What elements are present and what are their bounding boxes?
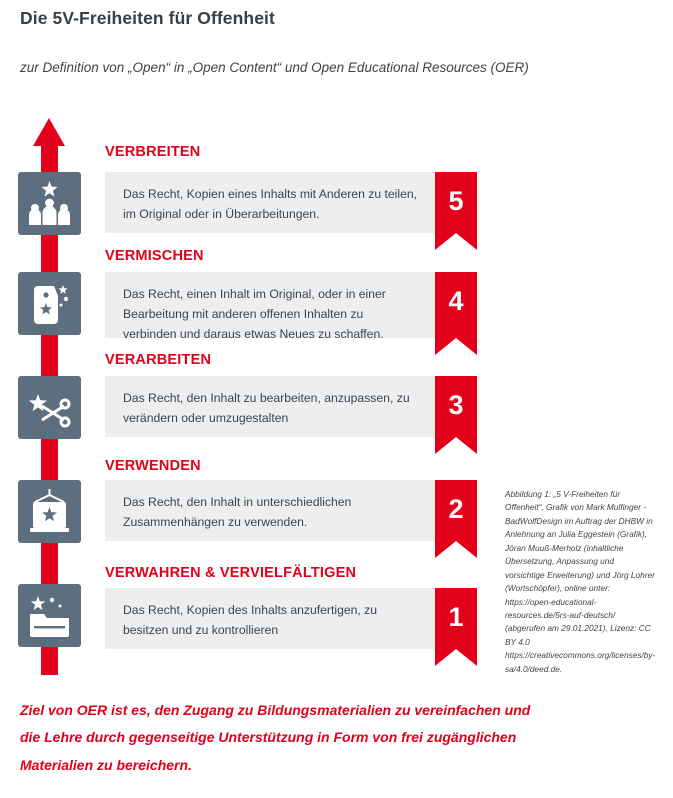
step-description: Das Recht, Kopien des Inhalts anzufertigen, zu besitzen und zu kontrollieren [105,588,435,649]
step-number: 1 [448,602,464,632]
step-heading: VERWENDEN [105,458,201,474]
arrow-head-icon [33,118,65,146]
badge-notch [435,233,477,250]
step-heading: VERBREITEN [105,144,201,160]
step-number-badge [435,588,477,649]
page-title: Die 5V-Freiheiten für Offenheit [20,8,275,28]
step-description: Das Recht, Kopien eines Inhalts mit Anderen zu teilen, im Original oder in Überarbeitungen. [105,172,435,233]
figure-caption: Abbildung 1: „5 V-Freiheiten für Offenheit“, Grafik von Mark Mulfinger - BadWolfDesign im Auftrag der DHBW in Anlehnung an Julia Eggestein (Grafik), Jöran Muuß-Merholz (inhaltliche Übersetzung, Anpassung und vorsichtige Erweiterung) und Jörg Lohrer (Wortschöpfer), online unter: https://open-educational-resources.de/5rs-auf-deutsch/ (abgerufen am 29.01.2021), Lizenz: CC BY 4.0 https://creativecommons.org/licenses/by-sa/4.0/deed.de. [505,489,656,674]
tag-star-icon [18,272,81,335]
step-number: 5 [448,186,464,216]
footer-statement: Ziel von OER ist es, den Zugang zu Bildungsmaterialien zu vereinfachen und die Lehre durch gegenseitige Unterstützung in Form von frei zugänglichen Materialien zu bereichern. [20,702,531,773]
people-star-icon [18,172,81,235]
step-description: Das Recht, den Inhalt zu bearbeiten, anzupassen, zu verändern oder umzugestalten [105,376,435,437]
step-heading: VERMISCHEN [105,248,204,264]
step-number-badge [435,376,477,437]
step-number: 4 [448,286,464,316]
step-description: Das Recht, den Inhalt in unterschiedlichen Zusammenhängen zu verwenden. [105,480,435,541]
scissors-star-icon [18,376,81,439]
step-number-badge [435,272,477,338]
step-heading: VERARBEITEN [105,352,212,368]
badge-notch [435,437,477,454]
frame-star-icon [18,480,81,543]
step-number: 2 [448,494,464,524]
folder-star-icon [18,584,81,647]
step-number-badge [435,172,477,233]
badge-notch [435,338,477,355]
step-heading: VERWAHREN & VERVIELFÄLTIGEN [105,565,357,581]
step-number: 3 [448,390,464,420]
step-number-badge [435,480,477,541]
step-description: Das Recht, einen Inhalt im Original, oder in einer Bearbeitung mit anderen offenen Inhalten zu verbinden und daraus etwas Neues zu schaffen. [105,272,435,338]
badge-notch [435,649,477,666]
badge-notch [435,541,477,558]
page-subtitle: zur Definition von „Open“ in „Open Content“ und Open Educational Resources (OER) [20,60,529,75]
